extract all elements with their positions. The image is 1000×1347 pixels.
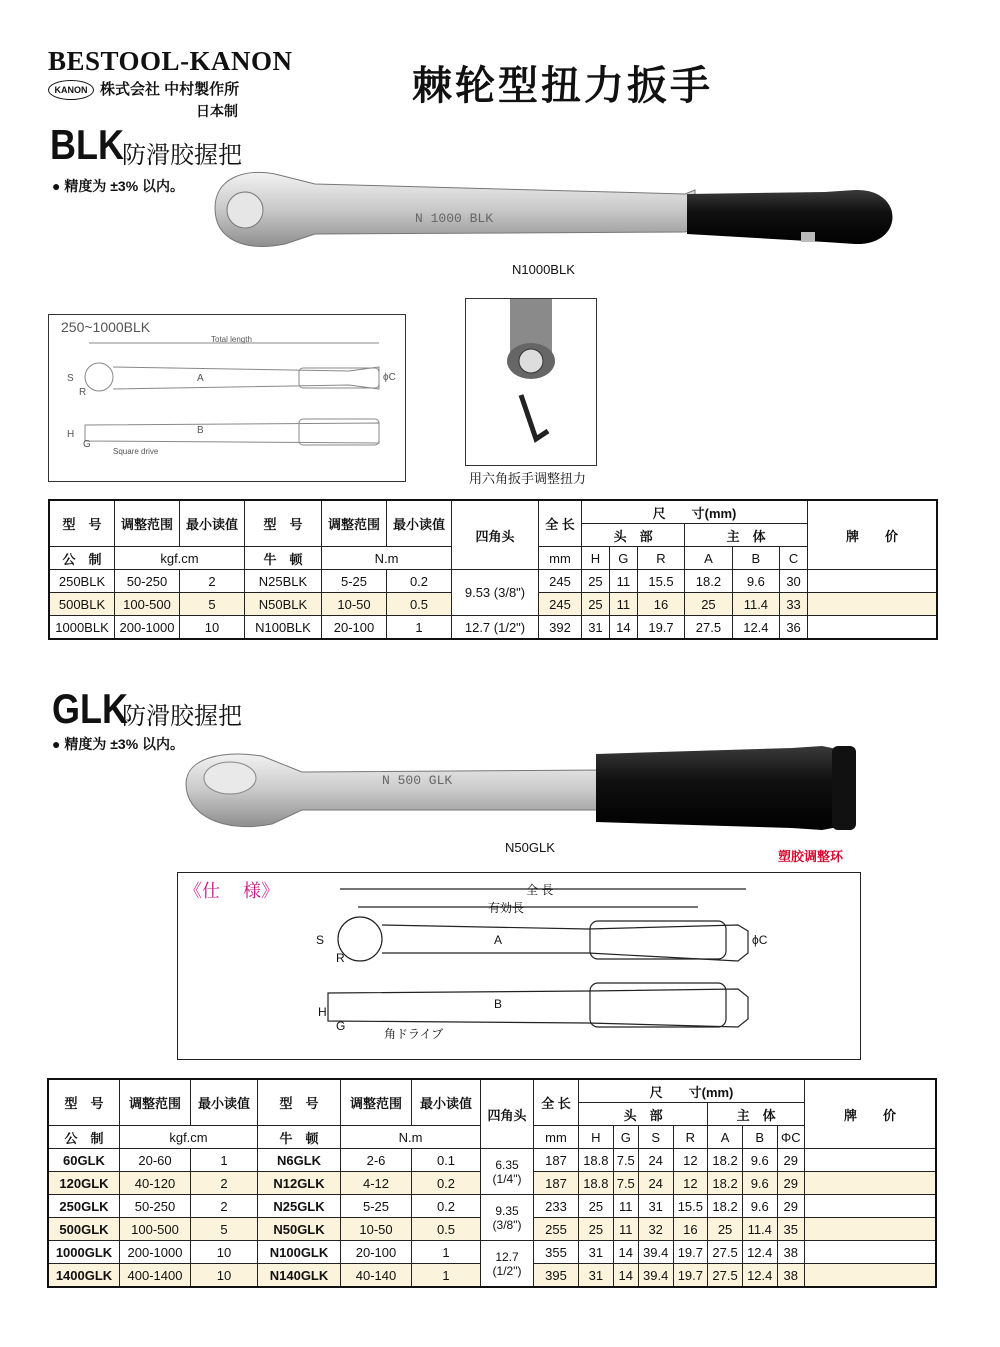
glk-h-model: 型 号 [48, 1079, 120, 1126]
glk-c-G: G [613, 1126, 638, 1149]
blk-series-name: 防滑胶握把 [122, 142, 242, 169]
blk-dimension-diagram [48, 314, 406, 482]
glk-u-kgf: kgf.cm [120, 1126, 258, 1149]
table-row: 1000GLK 200-1000 10 N100GLK 20-100 1 12.7 (1/2") 355 31 14 39.4 19.7 27.5 12.4 38 [48, 1241, 936, 1264]
brand-company-line [48, 78, 239, 100]
blk-h-square: 四角头 [452, 500, 539, 570]
table-row: 1000BLK 200-1000 10 N100BLK 20-100 1 12.7 (1/2") 392 31 14 19.7 27.5 12.4 36 [49, 616, 937, 640]
table-row: 1400GLK 400-1400 10 N140GLK 40-140 1 395 31 14 39.4 19.7 27.5 12.4 38 [48, 1264, 936, 1288]
blk-h-head: 头 部 [582, 524, 685, 547]
kanon-logo: KANON [48, 80, 94, 100]
blk-wrench-engraving: N 1000 BLK [415, 211, 494, 226]
blk-h-min: 最小读值 [180, 500, 245, 547]
glk-effective-length-label: 有効長 [488, 901, 525, 915]
glk-dim-R: R [336, 951, 345, 965]
blk-wrench-photo [205, 160, 925, 260]
glk-u-newton: 牛 顿 [258, 1126, 341, 1149]
blk-u-mm: mm [539, 547, 582, 570]
table-row: 250BLK 50-250 2 N25BLK 5-25 0.2 9.53 (3/8") 245 25 11 15.5 18.2 9.6 30 [49, 570, 937, 593]
blk-dim-H: H [67, 429, 75, 440]
blk-accuracy-note: ● 精度为 ±3% 以内。 [52, 178, 185, 194]
glk-u-metric: 公 制 [48, 1126, 120, 1149]
blk-diagram-title: 250~1000BLK [61, 319, 151, 335]
glk-dimension-diagram [177, 872, 861, 1060]
blk-c-B: B [732, 547, 779, 570]
glk-total-length-label: 全 長 [526, 883, 554, 897]
glk-c-B: B [742, 1126, 777, 1149]
blk-c-R: R [637, 547, 684, 570]
blk-dim-C: ϕC [383, 372, 396, 383]
table-row: 500GLK 100-500 5 N50GLK 10-50 0.5 255 25 11 32 16 25 11.4 35 [48, 1218, 936, 1241]
glk-spec-table [47, 1078, 937, 1288]
blk-dim-B: B [197, 425, 204, 436]
company-name: 株式会社 中村製作所 [100, 81, 240, 98]
blk-dim-R: R [79, 387, 87, 398]
glk-h-square: 四角头 [481, 1079, 534, 1149]
blk-dim-G: G [83, 439, 91, 450]
blk-h-model2: 型 号 [245, 500, 322, 547]
table-row: 500BLK 100-500 5 N50BLK 10-50 0.5 245 25 11 16 25 11.4 33 [49, 593, 937, 616]
glk-dim-A: A [494, 933, 503, 947]
brand-name: BESTOOL-KANON [48, 46, 293, 76]
blk-u-newton: 牛 顿 [245, 547, 322, 570]
glk-u-nm: N.m [341, 1126, 481, 1149]
blk-dim-S: S [67, 373, 74, 384]
blk-u-metric: 公 制 [49, 547, 115, 570]
blk-square-drive-label: Square drive [113, 447, 159, 456]
glk-wrench-photo [182, 744, 862, 840]
glk-dim-C: ϕC [752, 933, 768, 947]
blk-u-nm: N.m [322, 547, 452, 570]
blk-c-A: A [685, 547, 732, 570]
glk-dim-H: H [318, 1005, 327, 1019]
adjust-ring-caption: 塑胶调整环 [778, 849, 844, 864]
hex-key-photo [465, 298, 597, 466]
glk-h-dims: 尺 寸(mm) [579, 1079, 805, 1103]
glk-h-range2: 调整范围 [341, 1079, 412, 1126]
glk-diagram-title: 《仕 様》 [184, 881, 280, 901]
blk-product-caption: N1000BLK [512, 262, 575, 277]
blk-h-body: 主 体 [685, 524, 808, 547]
page-title: 棘轮型扭力扳手 [412, 64, 713, 108]
blk-h-length: 全 长 [539, 500, 582, 547]
glk-h-price: 牌 价 [805, 1079, 937, 1149]
blk-h-range2: 调整范围 [322, 500, 387, 547]
glk-c-C: ΦC [777, 1126, 804, 1149]
table-row: 250GLK 50-250 2 N25GLK 5-25 0.2 9.35 (3/8") 233 25 11 31 15.5 18.2 9.6 29 [48, 1195, 936, 1218]
glk-h-length: 全 长 [534, 1079, 579, 1126]
glk-dim-B: B [494, 997, 503, 1011]
blk-c-G: G [609, 547, 637, 570]
glk-h-model2: 型 号 [258, 1079, 341, 1126]
blk-h-model: 型 号 [49, 500, 115, 547]
blk-c-H: H [582, 547, 610, 570]
glk-c-A: A [708, 1126, 743, 1149]
glk-u-mm: mm [534, 1126, 579, 1149]
glk-product-caption: N50GLK [505, 840, 555, 855]
blk-u-kgf: kgf.cm [115, 547, 245, 570]
table-row: 120GLK 40-120 2 N12GLK 4-12 0.2 187 18.8 7.5 24 12 18.2 9.6 29 [48, 1172, 936, 1195]
glk-h-range: 调整范围 [120, 1079, 191, 1126]
glk-dim-S: S [316, 933, 325, 947]
blk-series-code: BLK [50, 120, 124, 168]
blk-spec-table [48, 499, 938, 640]
glk-h-head: 头 部 [579, 1103, 708, 1126]
glk-dim-G: G [336, 1019, 346, 1033]
blk-total-length-label: Total length [211, 335, 252, 344]
glk-h-min2: 最小读值 [412, 1079, 481, 1126]
glk-wrench-engraving: N 500 GLK [382, 773, 453, 788]
blk-h-dims: 尺 寸(mm) [582, 500, 808, 524]
glk-c-H: H [579, 1126, 614, 1149]
glk-accuracy-note: ● 精度为 ±3% 以内。 [52, 736, 185, 752]
glk-c-R: R [673, 1126, 708, 1149]
blk-c-C: C [780, 547, 808, 570]
table-row: 60GLK 20-60 1 N6GLK 2-6 0.1 6.35 (1/4") 187 18.8 7.5 24 12 18.2 9.6 29 [48, 1149, 936, 1172]
glk-c-S: S [638, 1126, 673, 1149]
blk-h-range: 调整范围 [115, 500, 180, 547]
blk-dim-A: A [197, 373, 204, 384]
made-in-japan: 日本制 [196, 103, 238, 119]
glk-series-code: GLK [52, 684, 128, 732]
glk-h-body: 主 体 [708, 1103, 805, 1126]
blk-h-min2: 最小读值 [387, 500, 452, 547]
blk-h-price: 牌 价 [808, 500, 938, 570]
glk-square-drive-label: 角ドライブ [384, 1027, 444, 1041]
glk-series-name: 防滑胶握把 [122, 703, 242, 730]
glk-h-min: 最小读值 [191, 1079, 258, 1126]
hex-key-caption: 用六角扳手调整扭力 [469, 471, 587, 486]
